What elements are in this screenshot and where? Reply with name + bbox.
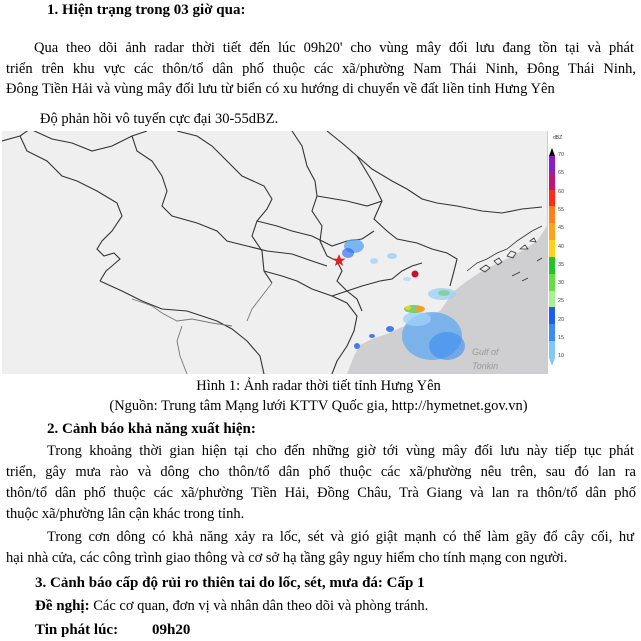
colorbar-tick-label: 55 [558,206,565,213]
section2-heading: 2. Cảnh báo khả năng xuất hiện: [47,421,256,437]
section1-line-3: Đông Tiền Hải và vùng mây đối lưu từ biển có xu hướng di chuyển về đất liền tỉnh Hưng Yên [6,81,555,97]
colorbar-tick-label: 30 [558,280,565,287]
section1-heading: 1. Hiện trạng trong 03 giờ qua: [47,2,246,18]
issued-label: Tin phát lúc: [35,622,119,638]
colorbar-segment [549,190,555,207]
section2-p1-line-3: thôn/tổ dân phố thuộc các xã/phường Tiền Hải, Đồng Châu, Trà Giang và lan ra thôn/tổ dân phố [6,485,636,501]
colorbar-segment [549,307,555,324]
colorbar-segment [549,156,555,173]
colorbar-tick-label: 45 [558,225,565,232]
radar-station-marker [412,271,419,278]
colorbar-tick-label: 60 [558,188,565,195]
colorbar-tick-label: 35 [558,261,565,268]
colorbar-segment [549,240,555,257]
reflectivity-colorbar [547,131,572,374]
colorbar-segment [549,341,555,358]
colorbar-segment [549,274,555,291]
colorbar-tick-label: 15 [558,335,565,341]
radar-map [2,131,547,374]
issued-time: 09h20 [152,622,191,638]
colorbar-tick-label: 10 [558,353,565,360]
colorbar-segment [549,324,555,341]
section2-p1-line-1: Trong khoảng thời gian hiện tại cho đến những giờ tới vùng mây đối lưu này tiếp tục phát [47,443,634,459]
recommend-text: Các cơ quan, đơn vị và nhân dân theo dõi và phòng tránh. [89,598,429,614]
recommend-label: Đề nghị: [35,598,90,614]
colorbar-segment [549,291,555,308]
section2-p1-line-4: thuộc xã/phường lân cận khác trong tỉnh. [6,506,245,522]
recommendation [35,598,428,615]
colorbar-segment [549,223,555,240]
colorbar-segment [549,173,555,190]
colorbar-tick-label: 65 [558,170,565,177]
colorbar-tick-label: 25 [558,298,565,305]
figure-source: (Nguồn: Trung tâm Mạng lưới KTTV Quốc gia, http://hymetnet.gov.vn) [109,398,528,414]
map-label-gulf: Gulf of [472,347,499,357]
section2-p1-line-2: triển, gây mưa rào và dông cho thôn/tổ dân phố thuộc các xã/phường nêu trên, sau đó lan ra [6,464,636,480]
colorbar-tick-label: 40 [558,243,565,250]
colorbar-unit: dBZ [553,135,563,141]
section2-p2-line-1: Trong cơn dông có khả năng xảy ra lốc, sét và gió giật mạnh có thể làm gãy đổ cây cối, hư [47,529,634,545]
colorbar-tick-label: 20 [558,316,565,323]
colorbar-segment [549,206,555,223]
colorbar-arrow-bottom [549,358,555,366]
figure-caption: Hình 1: Ảnh radar thời tiết tỉnh Hưng Yên [196,378,441,394]
section1-line-1: Qua theo dõi ảnh radar thời tiết đến lúc 09h20' cho vùng mây đối lưu đang tồn tại và phát [34,40,634,56]
reflectivity-text: Độ phản hồi vô tuyến cực đại 30-55dBZ. [40,111,279,127]
colorbar-segment [549,257,555,274]
colorbar-arrow-top [549,148,555,156]
map-label-tonkin: Tonkin [472,361,499,371]
section3-heading: 3. Cảnh báo cấp độ rủi ro thiên tai do lốc, sét, mưa đá: Cấp 1 [35,575,425,591]
section2-p2-line-2: hại nhà cửa, các công trình giao thông và cơ sở hạ tầng gây nguy hiểm cho tính mạng con người. [6,550,568,566]
section1-line-2: triển trên khu vực các thôn/tổ dân phố thuộc các xã/phường Nam Thái Ninh, Đông Thái Ninh, [6,61,636,77]
colorbar-tick-label: 70 [558,152,565,158]
